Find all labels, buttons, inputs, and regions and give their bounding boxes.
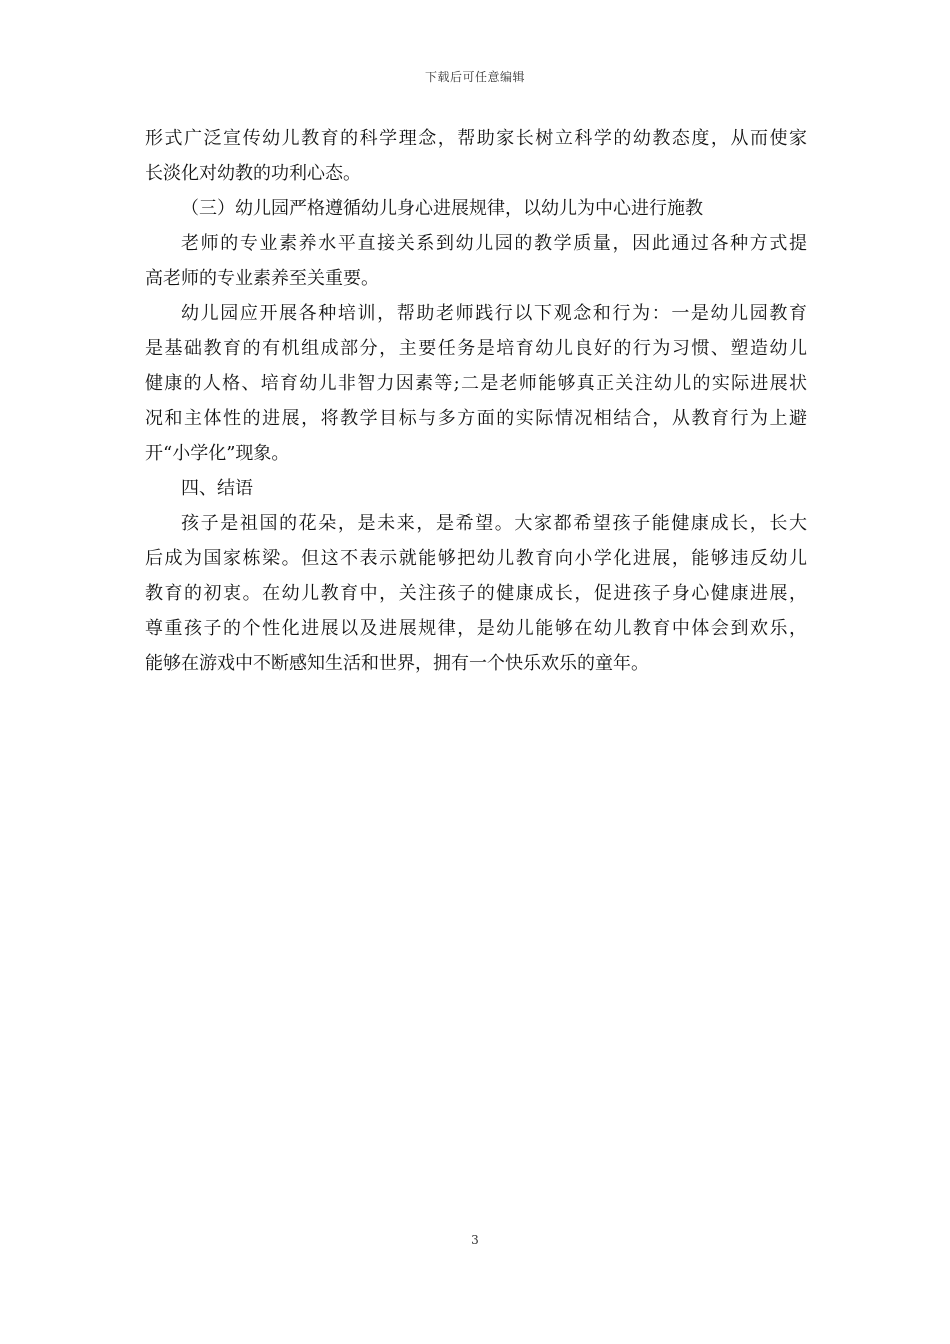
paragraph-line: 后成为国家栋梁。但这不表示就能够把幼儿教育向小学化进展，能够违反幼儿 [145,548,807,569]
paragraph-line: 老师的专业素养水平直接关系到幼儿园的教学质量，因此通过各种方式提 [181,233,807,254]
document-body [145,121,807,681]
paragraph-line: 长淡化对幼教的功利心态。 [145,163,361,184]
section-heading: （三）幼儿园严格遵循幼儿身心进展规律，以幼儿为中心进行施教 [181,198,703,219]
page-header: 下载后可任意编辑 [424,70,525,84]
section-heading: 四、结语 [181,478,253,499]
paragraph-line: 形式广泛宣传幼儿教育的科学理念，帮助家长树立科学的幼教态度，从而使家 [145,128,807,149]
paragraph-line: 健康的人格、培育幼儿非智力因素等;二是老师能够真正关注幼儿的实际进展状 [145,373,807,394]
paragraph-line: 高老师的专业素养至关重要。 [145,268,379,289]
page-number: 3 [471,1233,479,1247]
paragraph-line: 开“小学化”现象。 [145,443,290,464]
paragraph-line: 孩子是祖国的花朵，是未来，是希望。大家都希望孩子能健康成长，长大 [181,513,807,534]
paragraph-line: 是基础教育的有机组成部分，主要任务是培育幼儿良好的行为习惯、塑造幼儿 [145,338,807,359]
paragraph-line: 幼儿园应开展各种培训，帮助老师践行以下观念和行为：一是幼儿园教育 [181,303,807,324]
paragraph-line: 况和主体性的进展，将教学目标与多方面的实际情况相结合，从教育行为上避 [145,408,807,429]
paragraph-line: 教育的初衷。在幼儿教育中，关注孩子的健康成长，促进孩子身心健康进展， [145,583,807,604]
paragraph-line: 尊重孩子的个性化进展以及进展规律，是幼儿能够在幼儿教育中体会到欢乐， [145,618,807,639]
paragraph-line: 能够在游戏中不断感知生活和世界，拥有一个快乐欢乐的童年。 [145,653,649,674]
